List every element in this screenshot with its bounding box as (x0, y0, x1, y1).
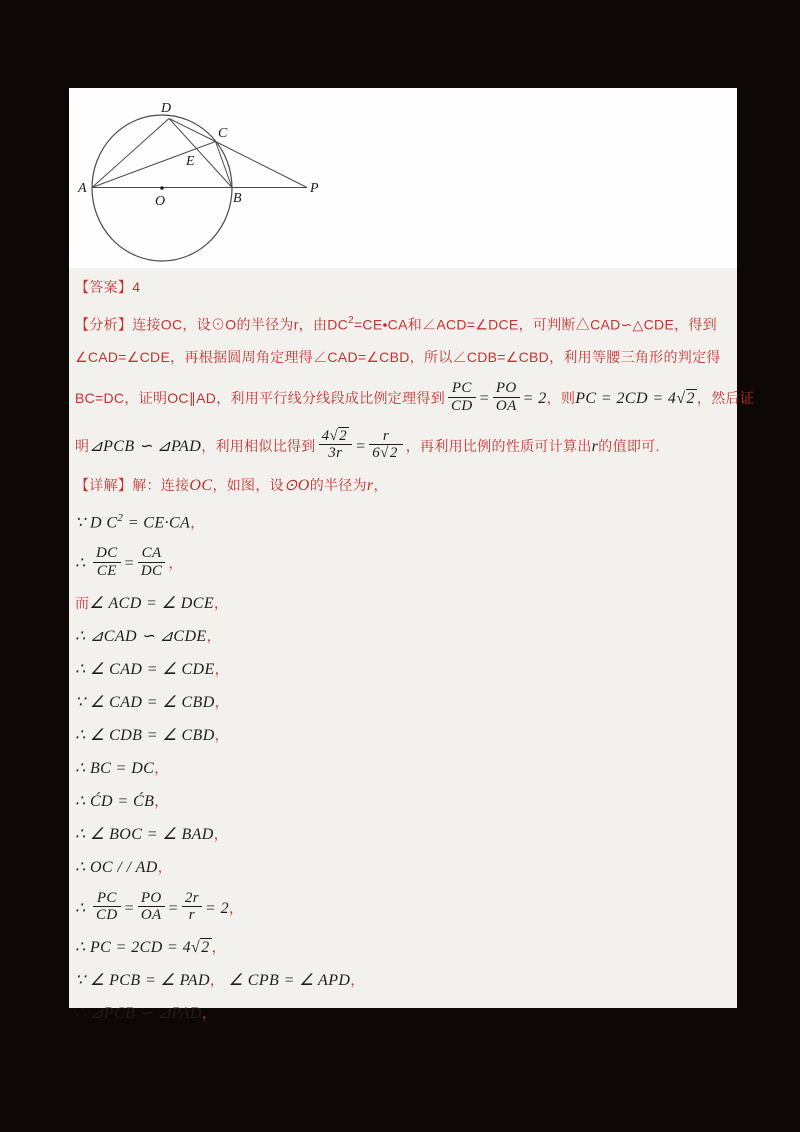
chinese-text: ， (213, 825, 229, 842)
chinese-text: ， (214, 726, 229, 743)
chinese-text: ∠CAD=∠CDE，再根据圆周角定理得∠CAD=∠CBD，所以∠CDB=∠CBD，利用等腰三角形的判定得 (75, 349, 721, 366)
math-text: ∴ ⊿PCB ∽ ⊿PAD (75, 1005, 202, 1023)
superscript-text: 2 (348, 315, 354, 326)
math-text: PC (451, 380, 472, 397)
analysis-line (75, 380, 755, 415)
math-fraction (319, 428, 352, 461)
chinese-text: ， (211, 939, 226, 956)
math-fraction (493, 380, 520, 413)
answer-line (75, 277, 717, 298)
math-text: = (167, 899, 179, 917)
math-text: = (123, 555, 135, 573)
geometry-figure-area (69, 88, 737, 268)
math-text: 4 (321, 427, 330, 444)
sqrt-expression: √2 (191, 939, 210, 957)
analysis-line (75, 347, 721, 368)
chinese-text: ， (190, 514, 205, 531)
math-text: ∴ OC / / AD (75, 858, 158, 876)
chinese-text: 的值即可. (598, 437, 660, 454)
math-text: = 2 (204, 899, 229, 917)
solution-step-line (75, 824, 717, 845)
chinese-text: ， (214, 594, 229, 611)
math-text: PO (495, 380, 517, 397)
math-fraction (369, 428, 402, 461)
solution-step-line (75, 593, 717, 614)
math-text: ∵ ∠ CAD = ∠ CBD (75, 693, 215, 711)
figure-label-E: E (186, 154, 195, 169)
chinese-text: 明 (75, 437, 90, 454)
chinese-text: ， (214, 660, 229, 677)
figure-label-A: A (78, 181, 87, 196)
math-text: CA (141, 545, 162, 562)
chinese-text: ， (228, 899, 244, 916)
chinese-text: ，利用相似比得到 (201, 437, 316, 454)
math-fraction (138, 890, 165, 923)
math-text: CD (95, 906, 118, 923)
chinese-text: ， (154, 759, 169, 776)
figure-label-O: O (155, 194, 166, 209)
chinese-text: ，然后证 (696, 390, 755, 407)
chinese-text: ， (201, 1005, 217, 1022)
solution-step-line (75, 626, 717, 647)
chinese-text: 而 (75, 594, 90, 611)
math-fraction (93, 545, 121, 578)
figure-label-C: C (218, 126, 228, 141)
chinese-text: 【分析】连接OC，设⊙O的半径为r，由DC (75, 316, 349, 333)
math-text: ∴ PC = 2CD = 4 (75, 939, 192, 957)
math-text: 6 (372, 444, 381, 461)
math-fraction (93, 890, 121, 923)
solution-step-line (75, 725, 717, 746)
math-text: DC (95, 545, 118, 562)
math-text: CD (451, 397, 473, 414)
chinese-text: ，再利用比例的性质可计算出 (405, 437, 592, 454)
solution-steps (75, 475, 717, 1024)
chinese-text: ，如图，设 (212, 477, 284, 494)
geometry-figure (69, 88, 469, 268)
figure-label-B: B (233, 191, 242, 206)
solution-text-block (69, 268, 755, 1024)
analysis-line (75, 427, 717, 463)
math-text: PO (140, 889, 162, 906)
solution-step-line (75, 937, 717, 958)
math-text: = CE·CA (123, 514, 191, 532)
solution-step-line (75, 508, 717, 533)
sqrt-expression: √2 (676, 390, 695, 408)
solution-step-line (75, 692, 717, 713)
chinese-text: 的半径为 (309, 477, 367, 494)
chinese-text: ， (209, 972, 225, 989)
math-text: PC = 2CD = 4 (575, 390, 677, 408)
math-text: ⊙O (283, 477, 310, 495)
math-text: ∠ CPB = ∠ APD (224, 972, 351, 990)
solution-step-line (75, 970, 717, 991)
solution-step-line (75, 659, 717, 680)
math-fraction (138, 545, 166, 578)
math-text: r (591, 437, 599, 455)
document-page (69, 88, 755, 1023)
math-text: = (123, 899, 135, 917)
answer-text: 【答案】4 (75, 279, 141, 295)
math-text: DC (140, 562, 163, 579)
chinese-text: ， (350, 972, 365, 989)
sqrt-expression: √2 (380, 444, 398, 461)
math-text: ∴ ⊿CAD ∽ ⊿CDE (75, 627, 207, 645)
chinese-text: ， (154, 792, 169, 809)
math-text: ∠ ACD = ∠ DCE (89, 594, 214, 612)
math-text: = 2 (522, 390, 547, 408)
figure-label-D: D (161, 101, 172, 116)
math-text: = (478, 390, 490, 408)
math-fraction (182, 890, 202, 923)
math-text: OC (189, 477, 213, 495)
chinese-text: ， (373, 477, 388, 494)
math-text: ⊿PCB ∽ ⊿PAD (89, 437, 202, 455)
math-text: PC (96, 889, 117, 906)
math-text: ∴ ĆD = ĆB (75, 792, 155, 810)
sqrt-expression: √2 (329, 427, 348, 444)
chinese-text: ， (214, 693, 229, 710)
chinese-text: 【详解】解：连接 (75, 477, 190, 494)
chinese-text: ， (206, 627, 221, 644)
math-text: OA (140, 906, 162, 923)
math-text: ∴ (75, 555, 90, 573)
math-text: ∴ ∠ CDB = ∠ CBD (75, 726, 215, 744)
chinese-text: ，则 (546, 390, 576, 407)
math-text: OA (495, 397, 517, 414)
figure-label-P: P (310, 181, 319, 196)
math-text: ∵ ∠ PCB = ∠ PAD (75, 972, 210, 990)
math-text: 2r (184, 889, 199, 906)
math-text: ∵ D C (75, 514, 118, 532)
analysis-paragraph (75, 310, 755, 463)
solution-step-line (75, 475, 717, 496)
analysis-line (75, 310, 717, 335)
superscript-text: 2 (117, 512, 124, 525)
solution-step-line (75, 857, 717, 878)
math-text: ∴ ∠ BOC = ∠ BAD (75, 825, 214, 843)
math-text: ∴ BC = DC (75, 759, 155, 777)
math-text: 3r (328, 444, 343, 461)
solution-step-line (75, 791, 717, 812)
solution-step-line (75, 547, 717, 580)
math-text: CE (96, 562, 117, 579)
solution-step-line (75, 1003, 717, 1024)
math-text: r (366, 477, 374, 495)
solution-step-line (75, 758, 717, 779)
center-point-O (160, 186, 164, 190)
chinese-text: ， (168, 555, 183, 572)
math-text: ∴ (75, 899, 90, 917)
figure-line-AD (92, 119, 169, 188)
math-fraction (448, 380, 476, 413)
math-text: r (188, 906, 196, 923)
math-text: = (355, 437, 367, 455)
chinese-text: ， (157, 858, 173, 875)
chinese-text: =CE•CA和∠ACD=∠DCE，可判断△CAD∽△CDE，得到 (353, 316, 717, 333)
chinese-text: BC=DC，证明OC∥AD，利用平行线分线段成比例定理得到 (75, 390, 445, 407)
math-text: r (382, 427, 390, 444)
math-text: ∴ ∠ CAD = ∠ CDE (75, 660, 215, 678)
solution-step-line (75, 889, 717, 925)
